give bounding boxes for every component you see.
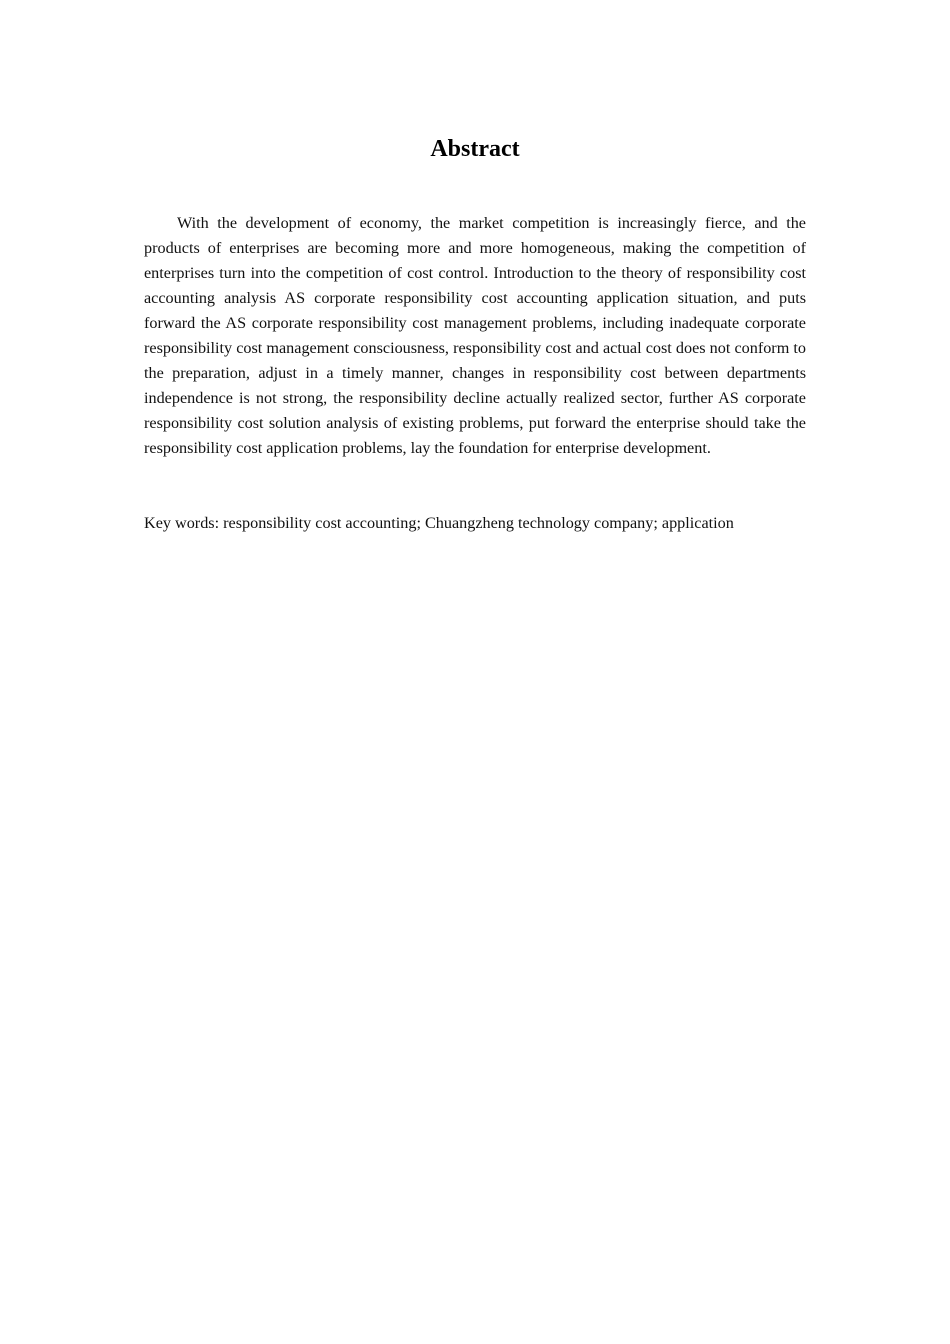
page-title: Abstract: [430, 136, 520, 162]
abstract-paragraph: With the development of economy, the market competition is increasingly fierce, and the products of enterprises are becoming more and more homogeneous, making the competition of enterprises turn into the competition of cost control. Introduction to the theory of responsibility cost accounting analysis AS corporate responsibility cost accounting application situation, and puts forward the AS corporate responsibility cost management problems, including inadequate corporate responsibility cost management consciousness, responsibility cost and actual cost does not conform to the preparation, adjust in a timely manner, changes in responsibility cost between departments independence is not strong, the responsibility decline actually realized sector, further AS corporate responsibility cost solution analysis of existing problems, put forward the enterprise should take the responsibility cost application problems, lay the foundation for enterprise development.: [144, 214, 806, 457]
keywords-line: Key words: responsibility cost accounting; Chuangzheng technology company; application: [144, 514, 734, 532]
